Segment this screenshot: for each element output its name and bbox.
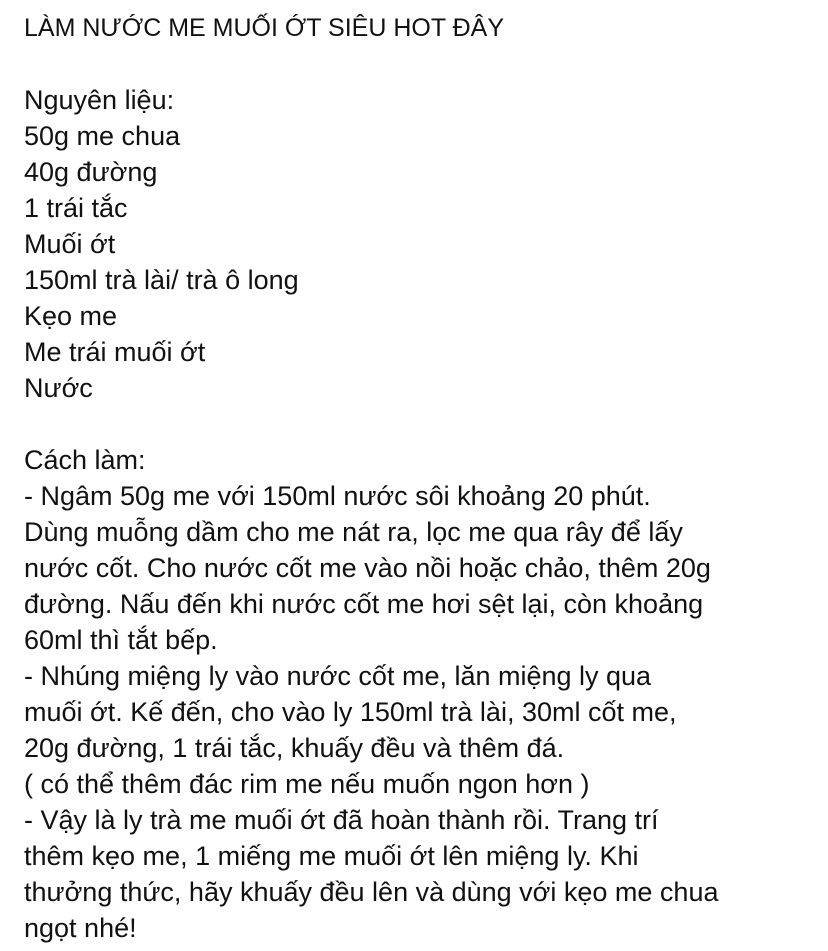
ingredient-item: 50g me chua (24, 121, 181, 151)
ingredient-item: 40g đường (24, 157, 158, 187)
method-line: ( có thể thêm đác rim me nếu muốn ngon hơn ) (24, 769, 590, 799)
blank-line (24, 406, 814, 442)
method-line: thêm kẹo me, 1 miếng me muối ớt lên miệng ly. Khi (24, 841, 639, 871)
method-line: ngọt nhé! (24, 913, 137, 943)
ingredient-item: Nước (24, 373, 93, 403)
ingredient-item: 150ml trà lài/ trà ô long (24, 265, 299, 295)
method-line: - Vậy là ly trà me muối ớt đã hoàn thành rồi. Trang trí (24, 805, 659, 835)
blank-line (24, 46, 814, 82)
ingredient-item: Kẹo me (24, 301, 118, 331)
method-line: 20g đường, 1 trái tắc, khuấy đều và thêm đá. (24, 733, 565, 763)
method-heading: Cách làm: (24, 445, 146, 475)
recipe-post (24, 0, 814, 946)
ingredients-heading: Nguyên liệu: (24, 85, 175, 115)
ingredient-item: Muối ớt (24, 229, 116, 259)
method-line: Dùng muỗng dầm cho me nát ra, lọc me qua rây để lấy (24, 517, 683, 547)
post-title: LÀM NƯỚC ME MUỐI ỚT SIÊU HOT ĐÂY (24, 14, 505, 42)
ingredient-item: 1 trái tắc (24, 193, 128, 223)
method-line: nước cốt. Cho nước cốt me vào nồi hoặc chảo, thêm 20g (24, 553, 711, 583)
method-line: - Ngâm 50g me với 150ml nước sôi khoảng 20 phút. (24, 481, 651, 511)
method-line: muối ớt. Kế đến, cho vào ly 150ml trà lài, 30ml cốt me, (24, 697, 677, 727)
method-line: thưởng thức, hãy khuấy đều lên và dùng với kẹo me chua (24, 877, 719, 907)
method-line: đường. Nấu đến khi nước cốt me hơi sệt lại, còn khoảng (24, 589, 704, 619)
method-line: 60ml thì tắt bếp. (24, 625, 218, 655)
method-line: - Nhúng miệng ly vào nước cốt me, lăn miệng ly qua (24, 661, 652, 691)
ingredient-item: Me trái muối ớt (24, 337, 206, 367)
